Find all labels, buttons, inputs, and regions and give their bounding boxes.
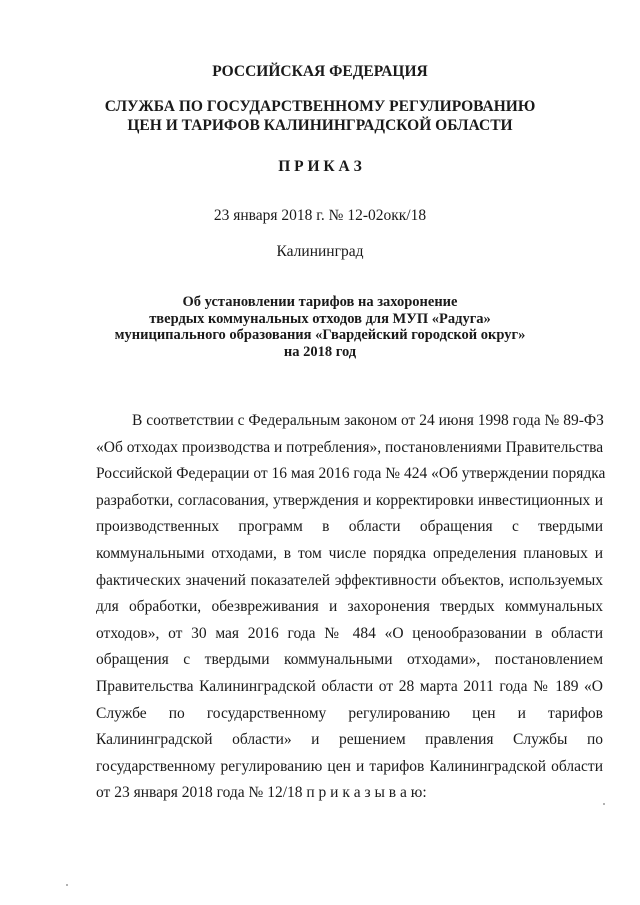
order-date-reference: от 23 января 2018 года № 12/18 bbox=[96, 784, 303, 802]
body-line: Правительства Калининградской области от 28 марта 2011 года № 189 «О bbox=[96, 677, 603, 695]
order-command-word: п р и к а з ы в а ю: bbox=[306, 784, 427, 802]
agency-heading-line2: ЦЕН И ТАРИФОВ КАЛИНИНГРАДСКОЙ ОБЛАСТИ bbox=[127, 117, 513, 134]
document-type-heading: П Р И К А З bbox=[278, 158, 362, 175]
body-paragraph bbox=[96, 408, 606, 807]
body-line: В соответствии с Федеральным законом от 24 июня 1998 года № 89-ФЗ bbox=[132, 412, 604, 429]
agency-heading-line1: СЛУЖБА ПО ГОСУДАРСТВЕННОМУ РЕГУЛИРОВАНИЮ bbox=[104, 98, 536, 115]
body-line: Калининградской области» и решением правления Службы по bbox=[96, 731, 603, 749]
title-line1: Об установлении тарифов на захоронение bbox=[182, 294, 458, 310]
title-line3: муниципального образования «Гвардейский городской округ» bbox=[114, 327, 526, 343]
body-line: обращения с твердыми коммунальными отходами», постановлением bbox=[96, 651, 603, 669]
body-line: фактических значений показателей эффективности объектов, используемых bbox=[96, 571, 603, 589]
scan-speck bbox=[66, 884, 68, 886]
scan-speck bbox=[603, 803, 605, 805]
body-line: Службе по государственному регулированию цен и тарифов bbox=[96, 704, 603, 722]
body-line: Российской Федерации от 16 мая 2016 года № 424 «Об утверждении порядка bbox=[96, 465, 606, 483]
body-line: производственных программ в области обращения с твердыми bbox=[96, 518, 603, 536]
body-line: отходов», от 30 мая 2016 года № 484 «О ценообразовании в области bbox=[96, 624, 603, 642]
body-line: государственному регулированию цен и тарифов Калининградской области bbox=[96, 757, 603, 775]
body-line: разработки, согласования, утверждения и корректировки инвестиционных и bbox=[96, 491, 603, 509]
body-line: «Об отходах производства и потребления», постановлениями Правительства bbox=[96, 438, 604, 456]
title-line4: на 2018 год bbox=[283, 343, 357, 360]
date-and-number: 23 января 2018 г. № 12-02окк/18 bbox=[213, 207, 427, 224]
title-line2: твердых коммунальных отходов для МУП «Радуга» bbox=[149, 310, 491, 327]
country-heading: РОССИЙСКАЯ ФЕДЕРАЦИЯ bbox=[212, 63, 428, 80]
body-line: коммунальными отходами, в том числе порядка определения плановых и bbox=[96, 544, 603, 562]
city: Калининград bbox=[276, 243, 364, 260]
body-line: для обработки, обезвреживания и захоронения твердых коммунальных bbox=[96, 598, 603, 616]
body-last-line bbox=[96, 780, 603, 807]
